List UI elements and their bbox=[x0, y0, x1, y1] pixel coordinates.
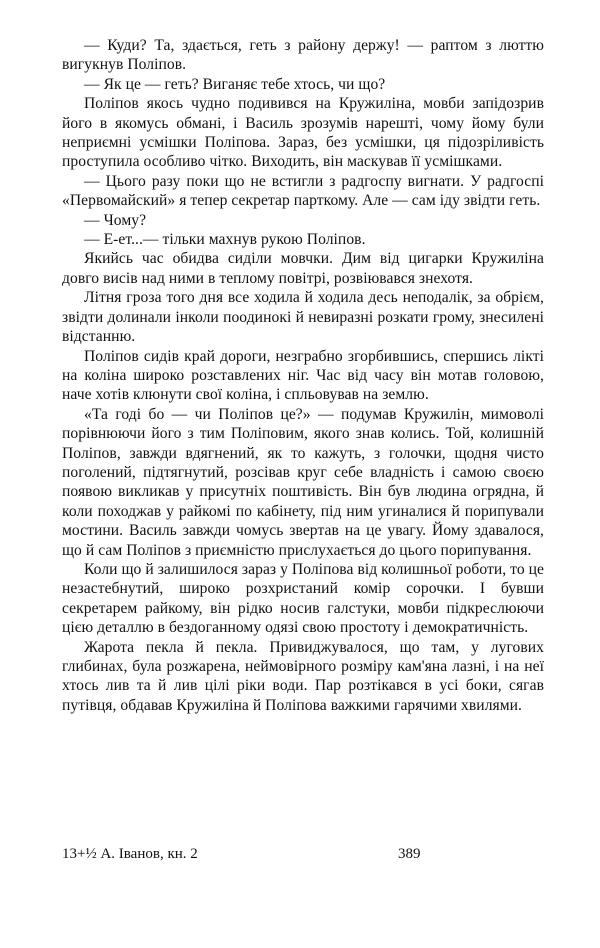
body-text bbox=[62, 36, 544, 715]
paragraph: Коли що й залишилося зараз у Поліпова від колишньої роботи, то це незастебнутий, широко розхристаний комір сорочки. І бувши секретарем райкому, він рідко носив галстуки, мовби підкреслюючи цією деталлю в бездоганному одязі свою простоту і демократичність. bbox=[62, 560, 544, 637]
paragraph: — Як це — геть? Виганяє тебе хтось, чи що? bbox=[84, 75, 386, 93]
paragraph: — Е-ет...— тільки махнув рукою Поліпов. bbox=[84, 231, 366, 249]
paragraph: Поліпов якось чудно подивився на Кружиліна, мовби запідозрив його в якомусь обмані, і Василь зрозумів нарешті, чому йому були неприємні усмішки Поліпова. Зараз, без усмішки, ця підозріливість проступила особливо чітко. Виходить, він маскував її усмішками. bbox=[62, 95, 544, 171]
paragraph: Поліпов сидів край дороги, незграбно згорбившись, спершись лікті на коліна широко розставлених ніг. Час від часу він мотав головою, наче хотів клюнути свої коліна, і спльовував на землю. bbox=[62, 347, 544, 404]
page-number: 389 bbox=[398, 846, 421, 862]
paragraph: — Куди? Та, здається, геть з району держу! — раптом з люттю вигукнув Поліпов. bbox=[62, 37, 544, 74]
paragraph: Якийсь час обидва сиділи мовчки. Дим від цигарки Кружиліна довго висів над ними в теплому повітрі, розвіювався знехотя. bbox=[62, 250, 544, 287]
paragraph: Літня гроза того дня все ходила й ходила десь неподалік, за обрієм, звідти долинали інколи поодинокі й невиразні розкати грому, знесилені відстанню. bbox=[62, 289, 544, 346]
paragraph: — Чому? bbox=[84, 211, 147, 229]
paragraph: — Цього разу поки що не встигли з радгоспу вигнати. У радгоспі «Первомайский» я тепер секретар парткому. Але — сам іду звідти геть. bbox=[62, 172, 544, 210]
paragraph: Жарота пекла й пекла. Привиджувалося, що там, у лугових глибинах, була розжарена, неймовірного розміру кам'яна лазні, і на неї хтось лив та й лив цілі ріки води. Пар розтікався в усі боки, сягав путівця, обдавав Кружиліна й Поліпова важкими гарячими хвилями. bbox=[62, 638, 544, 714]
paragraph: «Та годі бо — чи Поліпов це?» — подумав Кружилін, мимоволі порівнюючи його з тим Поліповим, якого знав колись. Той, колишній Поліпов, завжди вдягнений, як то кажуть, з голочки, щодня чисто поголений, підтягнутий, розсівав круг себе владність і самою своєю появою викликав у присутніх поштивість. Він був людина огрядна, й коли походжав у райкомі по кабінету, під ним угиналися й порипували мостини. Василь завжди чомусь звертав на це увагу. Йому здавалося, що й сам Поліпов з приємністю прислухається до цього порипування. bbox=[62, 405, 544, 559]
printer-signature: 13+½ А. Іванов, кн. 2 bbox=[62, 846, 198, 862]
